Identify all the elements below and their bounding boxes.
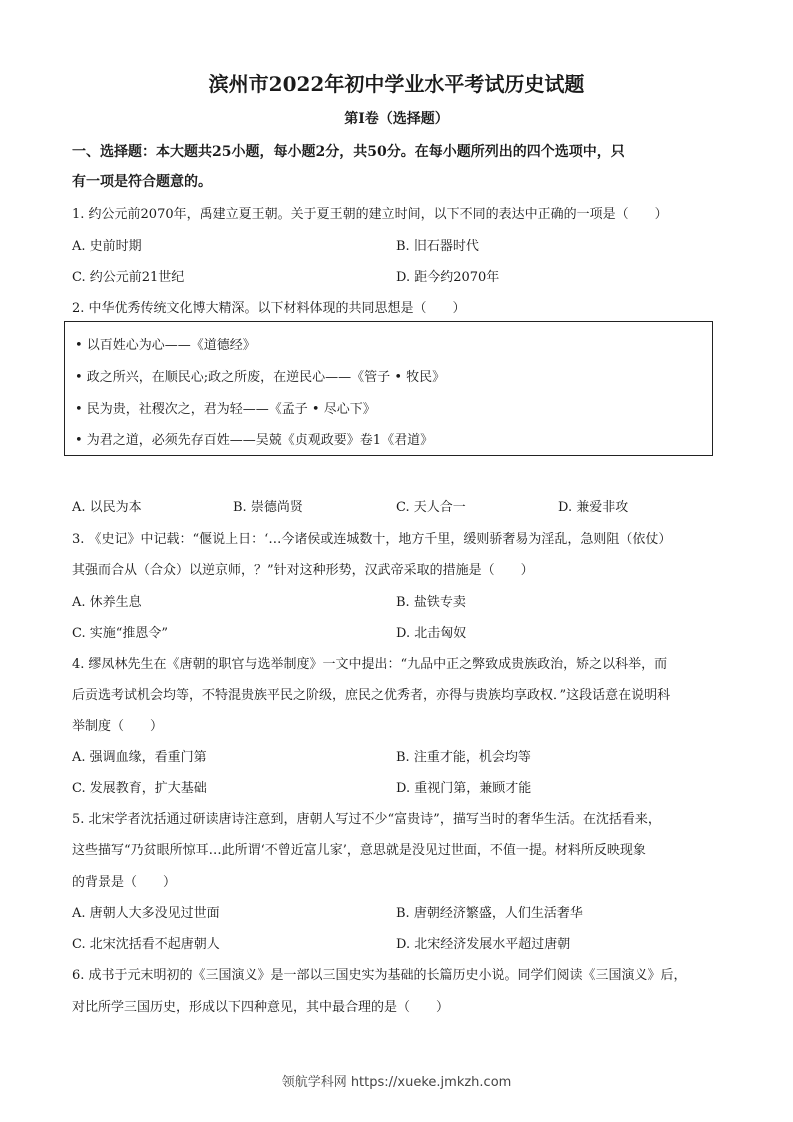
question-5-option-b: B. 唐朝经济繁盛，人们生活奢华	[396, 906, 583, 921]
material-quote: • 民为贵，社稷次之，君为轻——《孟子 • 尽心下》	[75, 402, 376, 417]
question-2-option-a: A. 以民为本	[72, 500, 142, 515]
question-6-stem-line2: 对比所学三国历史，形成以下四种意见，其中最合理的是（ ）	[72, 1000, 450, 1015]
question-3-option-d: D. 北击匈奴	[396, 626, 467, 641]
question-3-option-c: C. 实施“推恩令”	[72, 626, 169, 641]
question-1-option-a: A. 史前时期	[72, 239, 142, 254]
footer-watermark: 领航学科网 https://xueke.jmkzh.com	[281, 1075, 512, 1090]
question-1-option-b: B. 旧石器时代	[396, 239, 479, 254]
question-1-stem: 1. 约公元前2070年，禹建立夏王朝。关于夏王朝的建立时间，以下不同的表达中正确的一项是（ ）	[72, 207, 668, 222]
exam-title: 滨州市2022年初中学业水平考试历史试题	[208, 72, 585, 96]
question-1-option-c: C. 约公元前21世纪	[72, 270, 185, 285]
question-4-option-a: A. 强调血缘，看重门第	[72, 750, 207, 765]
question-1-option-d: D. 距今约2070年	[396, 270, 500, 285]
question-5-option-d: D. 北宋经济发展水平超过唐朝	[396, 937, 571, 952]
question-2-option-b: B. 崇德尚贤	[233, 500, 303, 515]
question-5-option-c: C. 北宋沈括看不起唐朝人	[72, 937, 220, 952]
exam-subtitle: 第Ⅰ卷（选择题）	[344, 111, 449, 127]
question-3-option-b: B. 盐铁专卖	[396, 595, 466, 610]
question-5-stem-line2: 这些描写“乃贫眼所惊耳…此所谓‘不曾近富儿家’，意思就是没见过世面，不值一提。材料所反映现象	[72, 843, 646, 858]
question-4-stem-line3: 举制度（ ）	[72, 719, 164, 734]
question-6-stem-line1: 6. 成书于元末明初的《三国演义》是一部以三国史实为基础的长篇历史小说。同学们阅读《三国演义》后，	[72, 968, 687, 983]
question-4-option-c: C. 发展教育，扩大基础	[72, 781, 207, 796]
question-4-stem-line2: 后贡选考试机会均等，不特混贵族平民之阶级，庶民之优秀者，亦得与贵族均享政权．”这段话意在说明科	[72, 688, 671, 703]
question-3-stem-line2: 其强而合从（合众）以逆京师，？”针对这种形势，汉武帝采取的措施是（ ）	[72, 563, 534, 578]
question-4-option-b: B. 注重才能，机会均等	[396, 750, 531, 765]
material-quote: • 政之所兴，在顺民心;政之所废，在逆民心——《管子 • 牧民》	[75, 370, 446, 385]
question-5-stem-line3: 的背景是（ ）	[72, 875, 177, 890]
question-4-stem-line1: 4. 缪凤林先生在《唐朝的职官与选举制度》一文中提出：“九品中正之弊致成贵族政治，矫之以科举，而	[72, 657, 668, 672]
question-2-stem: 2. 中华优秀传统文化博大精深。以下材料体现的共同思想是（ ）	[72, 301, 466, 316]
question-2-option-c: C. 天人合一	[396, 500, 466, 515]
section-instructions-line1: 一、选择题：本大题共25小题，每小题2分，共50分。在每小题所列出的四个选项中，只	[72, 144, 625, 160]
material-quote: • 为君之道，必须先存百姓——吴兢《贞观政要》卷1《君道》	[75, 433, 434, 448]
question-3-option-a: A. 休养生息	[72, 595, 142, 610]
question-5-stem-line1: 5. 北宋学者沈括通过研读唐诗注意到，唐朝人写过不少“富贵诗”，描写当时的奢华生活。在沈括看来，	[72, 812, 661, 827]
question-5-option-a: A. 唐朝人大多没见过世面	[72, 906, 220, 921]
question-2-material-box	[64, 321, 713, 456]
section-instructions-line2: 有一项是符合题意的。	[72, 174, 212, 190]
material-quote: • 以百姓心为心——《道德经》	[75, 338, 256, 353]
question-3-stem-line1: 3. 《史记》中记载：“偃说上日：‘…今诸侯或连城数十，地方千里，缓则骄奢易为淫乱，急则阻（依仗）	[72, 532, 672, 547]
question-2-option-d: D. 兼爱非攻	[558, 500, 629, 515]
question-4-option-d: D. 重视门第，兼顾才能	[396, 781, 532, 796]
